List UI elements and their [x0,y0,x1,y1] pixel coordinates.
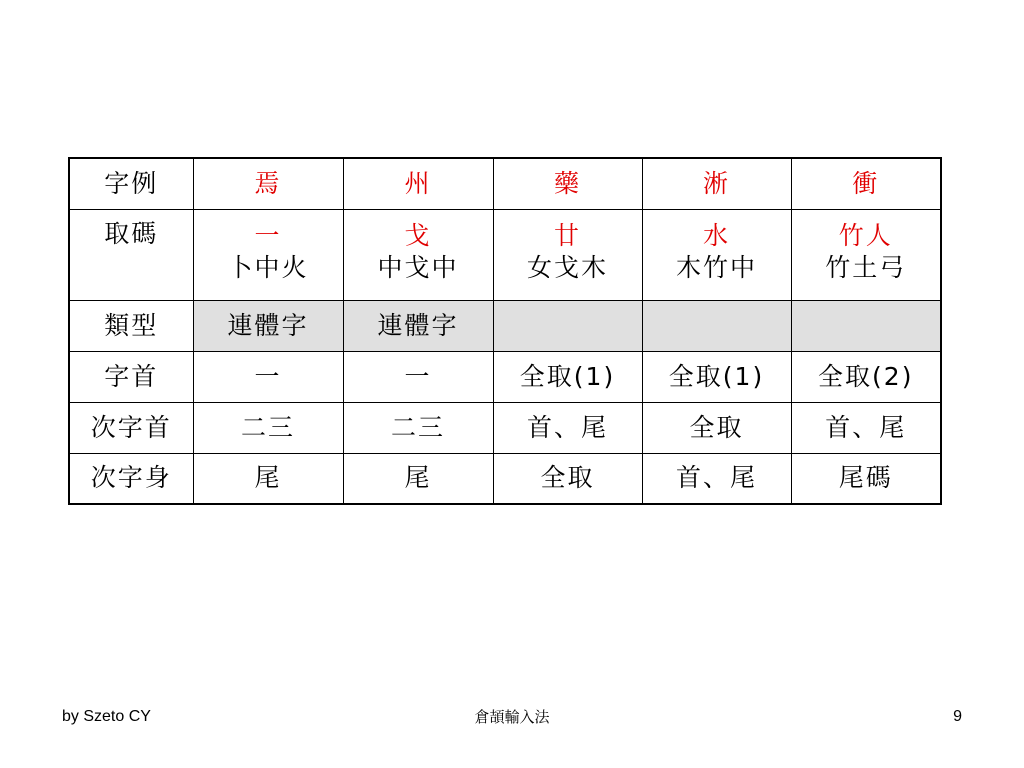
row-header-cell: 次字首 [69,402,193,453]
cell-line: 尾 [404,463,432,493]
cell-line: 竹土弓 [825,252,907,282]
row-first-head [69,351,941,402]
cell-line: 一 [254,361,282,391]
cell-line: 首、尾 [825,412,907,442]
row-header-cell: 取碼 [69,209,193,300]
cell-line: 全取(2) [818,361,914,391]
table-cell [193,158,343,209]
cell-line: 焉 [254,168,282,198]
table-cell [642,351,791,402]
cell-line: 卜中火 [227,252,309,282]
cell-line: 全取 [689,412,744,442]
table-cell [791,209,941,300]
table-cell [343,402,493,453]
table-cell [193,300,343,351]
cell-line: 連體字 [377,310,459,340]
cell-line: 竹人 [838,220,893,250]
cell-line: 藥 [553,168,581,198]
table-cell [493,453,642,504]
cangjie-decomposition-table [68,157,942,505]
row-second-body [69,453,941,504]
table-cell [493,209,642,300]
table-cell [343,453,493,504]
cell-line: 水 [702,220,730,250]
table-cell [791,402,941,453]
cell-line: 全取(1) [519,361,616,391]
row-type [69,300,941,351]
cell-line: 尾 [254,463,282,493]
row-header-cell: 字首 [69,351,193,402]
table-cell [343,300,493,351]
row-second-head [69,402,941,453]
footer-author: by Szeto CY [62,708,151,725]
cell-line: 淅 [702,168,730,198]
cell-line: 二三 [390,412,445,442]
cell-line: 州 [404,168,432,198]
row-header-cell: 次字身 [69,453,193,504]
table-cell [193,453,343,504]
cell-line: 一 [254,220,282,250]
table-cell [791,300,941,351]
row-header-cell: 類型 [69,300,193,351]
table-cell [343,209,493,300]
table-cell [642,209,791,300]
page-number: 9 [953,708,962,725]
table-body [69,158,941,504]
cell-line: 首、尾 [526,412,608,442]
table-cell [642,402,791,453]
cell-line: 廿 [553,220,581,250]
table-cell [493,300,642,351]
cell-line: 女戈木 [526,252,608,282]
table-cell [493,402,642,453]
cell-line: 衝 [852,168,880,198]
table-cell [791,351,941,402]
row-codes [69,209,941,300]
cell-line: 全取 [540,463,595,493]
table-cell [642,453,791,504]
cell-line: 戈 [404,220,432,250]
table-cell [193,351,343,402]
cell-line: 尾碼 [838,463,893,493]
cell-line: 一 [404,361,432,391]
table-cell [642,300,791,351]
footer-title: 倉頡輸入法 [474,708,550,726]
cell-line: 全取(1) [668,361,765,391]
table-cell [791,453,941,504]
cell-line: 木竹中 [675,252,757,282]
table-cell [493,158,642,209]
cell-line: 首、尾 [675,463,757,493]
cell-line: 連體字 [227,310,309,340]
table-cell [343,351,493,402]
row-header-cell: 字例 [69,158,193,209]
table-cell [193,402,343,453]
row-example-chars [69,158,941,209]
table-cell [343,158,493,209]
table-cell [493,351,642,402]
cell-line: 二三 [240,412,295,442]
cell-line: 中戈中 [377,252,459,282]
table-cell [791,158,941,209]
table-cell [193,209,343,300]
table-cell [642,158,791,209]
